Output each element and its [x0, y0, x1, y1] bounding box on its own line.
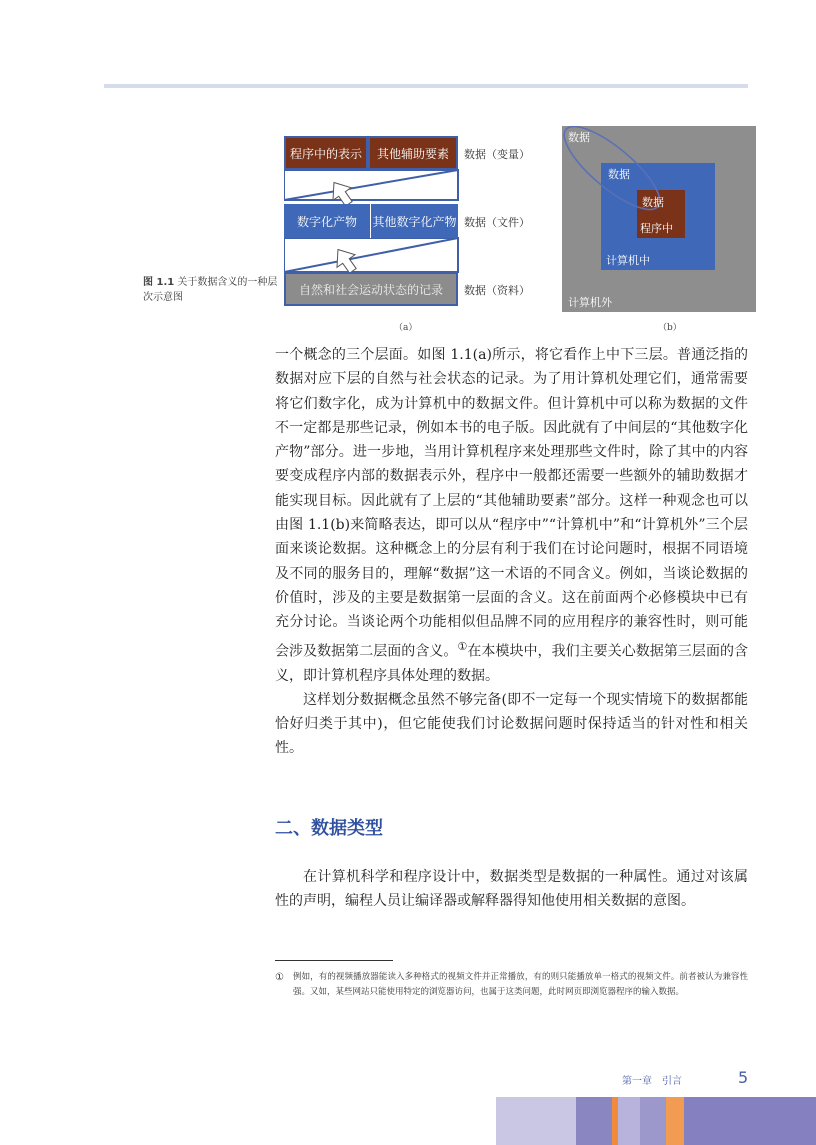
footer-stripe [618, 1097, 640, 1145]
footer-stripe [640, 1097, 666, 1145]
paragraph-2: 这样划分数据概念虽然不够完备(即不一定每一个现实情境下的数据都能恰好归类于其中)，但它能使我们讨论数据问题时保持适当的针对性和相关性。 [275, 691, 748, 757]
figure-caption [143, 275, 283, 305]
layer-mid-digital-product: 数字化产物 [284, 204, 370, 238]
footnote-mark[interactable]: ① [457, 639, 468, 653]
inner-data-label: 数据 [642, 196, 664, 209]
layer-bottom-records: 自然和社会运动状态的记录 [284, 272, 458, 306]
chapter-label: 第一章 引言 [622, 1076, 682, 1087]
label-data-material: 数据（资料） [464, 284, 530, 297]
in-program-label: 程序中 [640, 222, 673, 235]
footnote-number: ① [275, 972, 284, 983]
header-rule [104, 84, 748, 88]
figure-caption-text: 关于数据含义的一种层次示意图 [143, 277, 278, 303]
footnote-rule [275, 960, 393, 961]
label-data-file: 数据（文件） [464, 216, 530, 229]
body-text-1 [275, 343, 748, 761]
layer-top-program-repr: 程序中的表示 [284, 136, 368, 170]
paragraph-3: 在计算机科学和程序设计中，数据类型是数据的一种属性。通过对该属性的声明，编程人员让编译器或解释器得知他使用相关数据的意图。 [275, 869, 748, 910]
footer-stripe [496, 1097, 576, 1145]
layer-mid-other-digital: 其他数字化产物 [370, 204, 458, 238]
ellipse-annotation [562, 126, 756, 312]
in-computer-label: 计算机中 [606, 254, 650, 267]
figure-a [284, 136, 534, 316]
label-data-variable: 数据（变量） [464, 148, 530, 161]
paragraph-1-tail: 在本模块中，我们主要关心数据第三层面的含义，即计算机程序具体处理的数据。 [275, 643, 749, 684]
footer-stripe [684, 1097, 816, 1145]
outer-data-label: 数据 [568, 131, 590, 144]
footnote [275, 970, 748, 1000]
outside-computer-label: 计算机外 [568, 296, 612, 309]
section-heading: 二、数据类型 [275, 818, 383, 839]
figure-b-sub: （b） [658, 323, 682, 333]
body-text-2 [275, 865, 748, 914]
paragraph-1: 一个概念的三个层面。如图 1.1(a)所示，将它看作上中下三层。普通泛指的数据对应下层的自然与社会状态的记录。为了用计算机处理它们，通常需要将它们数字化，成为计算机中的数据文件。但计算机中可以称为数据的文件不一定都是那些记录，例如本书的电子版。因此就有了中间层的“其他数字化产物”部分。进一步地，当用计算机程序来处理那些文件时，除了其中的内容要变成程序内部的数据表示外，程序中一般都还需要一些额外的辅助数据才能实现目标。因此就有了上层的“其他辅助要素”部分。这样一种观念也可以由图 1.1(b)来简略表达，即可以从“程序中”“计算机中”和“计算机外”三个层面来谈论数据。这种概念上的分层有利于我们在讨论问题时，根据不同语境及不同的服务目的，理解“数据”这一术语的不同含义。例如，当谈论数据的价值时，涉及的主要是数据第一层面的含义。这在前面两个必修模块中已有充分讨论。当谈论两个功能相似但品牌不同的应用程序的兼容性时，则可能会涉及数据第二层面的含义。 [275, 347, 748, 660]
figure-b [562, 126, 756, 312]
layer-top-aux-elements: 其他辅助要素 [368, 136, 458, 170]
mid-data-label: 数据 [608, 168, 630, 181]
page-number: 5 [738, 1068, 749, 1087]
footer-stripe [576, 1097, 612, 1145]
footnote-text: 例如，有的视频播放器能读入多种格式的视频文件并正常播放，有的则只能播放单一格式的视频文件。前者被认为兼容性强。又如，某些网站只能使用特定的浏览器访问，也属于这类问题，此时网页即浏览器程序的输入数据。 [293, 972, 748, 997]
footer-stripe [666, 1097, 684, 1145]
figure-a-sub: （a） [394, 323, 418, 333]
figure-number: 图 1.1 [143, 277, 175, 288]
